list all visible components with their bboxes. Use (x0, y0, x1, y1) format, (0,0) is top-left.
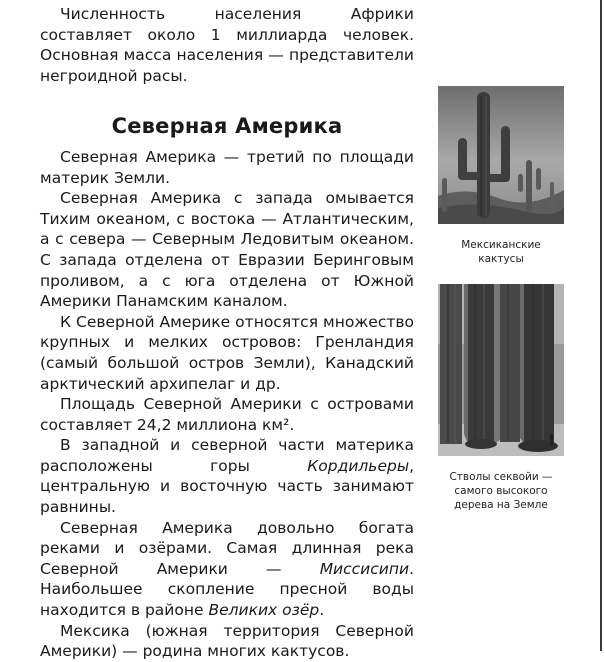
paragraph-6-text-b: . Наибольшее скопление пресной воды находится в районе (40, 559, 414, 620)
paragraph-5-text-a: В западной и северной части материка расположены горы (40, 436, 414, 475)
paragraph-2: Северная Америка с запада омывается Тихим океаном, с востока — Атлантическим, а с севера — Северным Ледовитым океаном. С запада отделена от Евразии Беринговым проливом, а с юга отделена от Южной Америки Панамским каналом. (40, 189, 414, 311)
sequoia-caption: Стволы секвойи — самого высокого дерева на Земле (449, 471, 553, 511)
main-text-column (40, 4, 414, 662)
sequoia-photo (438, 284, 564, 456)
paragraph-7: Мексика (южная территория Северной Америки) — родина многих кактусов. (40, 621, 414, 661)
paragraph-6-text-c: . (319, 601, 325, 620)
cactus-caption: Мексиканские кактусы (461, 239, 541, 265)
paragraph-6-text-a: Северная Америка довольно богата реками и озёрами. Самая длинная река Северной Америки — (40, 518, 414, 578)
paragraph-4: Площадь Северной Америки с островами составляет 24,2 миллиона км². (40, 395, 414, 434)
great-lakes-term: Великих озёр (208, 601, 320, 620)
cactus-photo (438, 86, 564, 224)
cactus-figure (438, 86, 564, 266)
mississippi-term: Миссисипи (319, 559, 410, 578)
page-edge-divider (600, 0, 602, 651)
paragraph-3: К Северной Америке относятся множество крупных и мелких островов: Гренландия (самый большой остров Земли), Канадский арктический архипелаг и др. (40, 312, 414, 393)
cordillera-term: Кордильеры (307, 456, 410, 475)
paragraph-6 (40, 518, 414, 621)
sequoia-figure (438, 284, 564, 512)
paragraph-5 (40, 435, 414, 517)
section-heading: Северная Америка (111, 114, 343, 139)
intro-paragraph: Численность населения Африки составляет около 1 миллиарда человек. Основная масса населения — представители негроидной расы. (40, 5, 414, 85)
paragraph-1: Северная Америка — третий по площади материк Земли. (40, 147, 414, 187)
paragraph-5-text-b: , центральную и восточную часть занимают равнины. (40, 456, 414, 517)
